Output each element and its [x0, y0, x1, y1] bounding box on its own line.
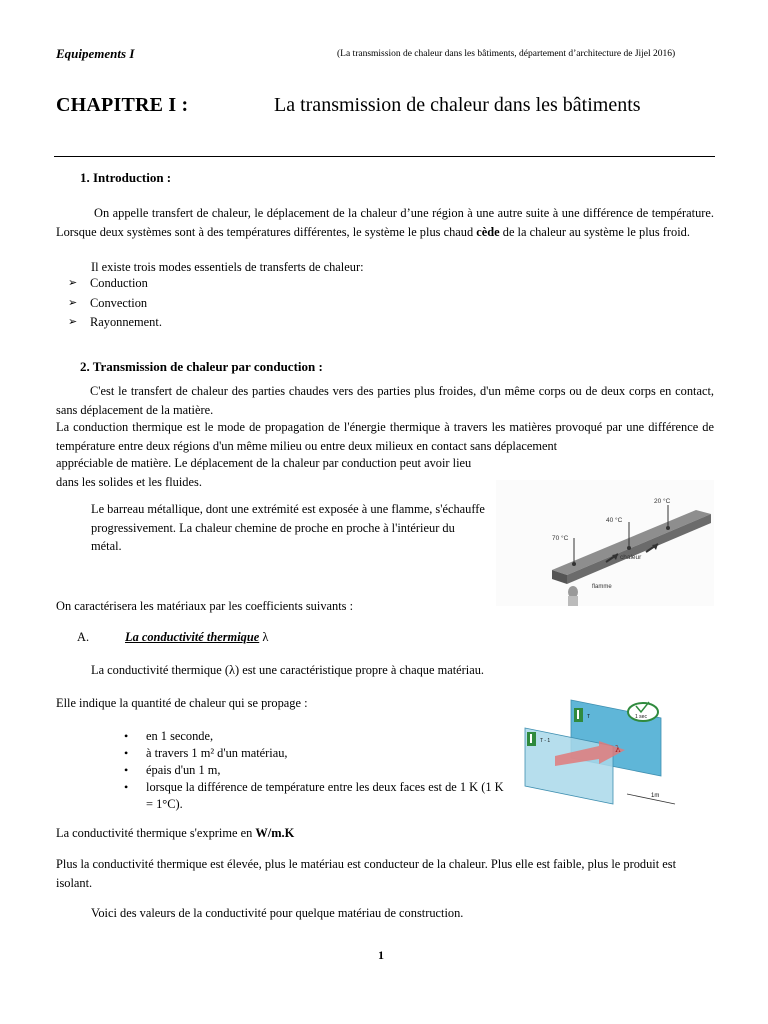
conductivity-conditions-list	[124, 728, 509, 813]
list-item: • à travers 1 m² d'un matériau,	[124, 746, 288, 760]
bullet-icon: •	[124, 746, 129, 760]
label-1m: 1m	[651, 793, 660, 799]
list-item: ➢ Convection	[68, 294, 162, 314]
list-item: • lorsque la différence de température entre les deux faces est de 1 K (1 K = 1°C).	[124, 780, 504, 811]
arrow-bullet-icon: ➢	[68, 296, 78, 309]
list-item: ➢ Conduction	[68, 274, 162, 294]
subsection-a-title: La conductivité thermique	[125, 630, 260, 644]
modes-list	[68, 274, 162, 333]
arrow-bullet-icon: ➢	[68, 316, 78, 329]
conductivity-explanation: Plus la conductivité thermique est élevée, plus le matériau est conducteur de la chaleur. Plus elle est faible, plus le produit est isolant.	[56, 857, 677, 890]
subsection-a-letter: A.	[77, 630, 90, 644]
lambda-symbol: λ	[262, 630, 269, 644]
list-item: • en 1 seconde,	[124, 729, 214, 743]
arrow-bullet-icon: ➢	[68, 277, 78, 289]
conduction-paragraph-2: La conduction thermique est le mode de propagation de l'énergie thermique à travers les matières provoqué par une différence de température entre deux régions d'un même milieu ou entre deux milieux en contact sans déplacement	[56, 420, 714, 453]
label-t: T	[587, 714, 591, 720]
conductivity-definition: La conductivité thermique (λ) est une caractéristique propre à chaque matériau.	[91, 663, 485, 677]
header-course-title: Equipements I	[56, 46, 135, 61]
conduction-paragraph-1: C'est le transfert de chaleur des parties chaudes vers des parties plus froides, d'un même corps ou de deux corps en contact, sans déplacement de la matière.	[56, 384, 714, 417]
bullet-icon: •	[124, 763, 129, 777]
modes-intro: Il existe trois modes essentiels de transferts de chaleur:	[91, 260, 364, 274]
conduction-paragraph-2-cont: appréciable de matière. Le déplacement de la chaleur par conduction peut avoir lieu dans les solides et les fluides.	[56, 456, 472, 489]
unit-wmk: W/m.K	[255, 826, 295, 840]
section-1-heading: 1. Introduction :	[80, 170, 172, 185]
coefficients-intro: On caractérisera les matériaux par les coefficients suivants :	[56, 599, 354, 613]
conductivity-figure	[515, 698, 691, 810]
conductivity-unit: La conductivité thermique s'exprime en W/m.K	[56, 826, 295, 840]
header-subtitle: (La transmission de chaleur dans les bâtiments, département d’architecture de Jijel 2016)	[337, 49, 676, 59]
intro-paragraph: On appelle transfert de chaleur, le déplacement de la chaleur d’une région à une autre suite à une différence de température. Lorsque deux systèmes sont à des températures différentes, le système le plus chaud cède de la chaleur au système le plus froid.	[56, 206, 714, 239]
bullet-icon: •	[124, 729, 129, 743]
thermometer-icon	[530, 734, 532, 743]
label-flamme: flamme	[592, 584, 612, 590]
label-lambda: λ	[615, 745, 621, 755]
bar-paragraph: Le barreau métallique, dont une extrémité est exposée à une flamme, s'échauffe progressivement. La chaleur chemine de proche en proche à l'intérieur du métal.	[91, 502, 485, 553]
thermometer-icon	[577, 710, 579, 719]
list-item: ➢ Rayonnement.	[68, 313, 162, 333]
subsection-a-heading	[125, 628, 268, 647]
page-number: 1	[378, 948, 384, 962]
label-time: 1 sec	[635, 714, 647, 720]
values-intro: Voici des valeurs de la conductivité pour quelque matériau de construction.	[91, 906, 464, 920]
label-40: 40 °C	[606, 517, 623, 524]
list-item: • épais d'un 1 m,	[124, 763, 221, 777]
bullet-icon: •	[124, 780, 129, 794]
label-20: 20 °C	[654, 498, 671, 505]
section-2-heading: 2. Transmission de chaleur par conduction :	[80, 359, 323, 374]
conductivity-intro: Elle indique la quantité de chaleur qui se propage :	[56, 696, 308, 710]
chapter-label: CHAPITRE I :	[56, 94, 189, 116]
label-chaleur: chaleur	[620, 554, 642, 561]
intro-bold-word: cède	[476, 224, 500, 239]
heated-bar-figure	[496, 480, 714, 606]
label-70: 70 °C	[552, 535, 569, 542]
divider	[54, 156, 715, 157]
label-t-1: T - 1	[540, 738, 551, 744]
chapter-title: La transmission de chaleur dans les bâtiments	[274, 94, 641, 116]
